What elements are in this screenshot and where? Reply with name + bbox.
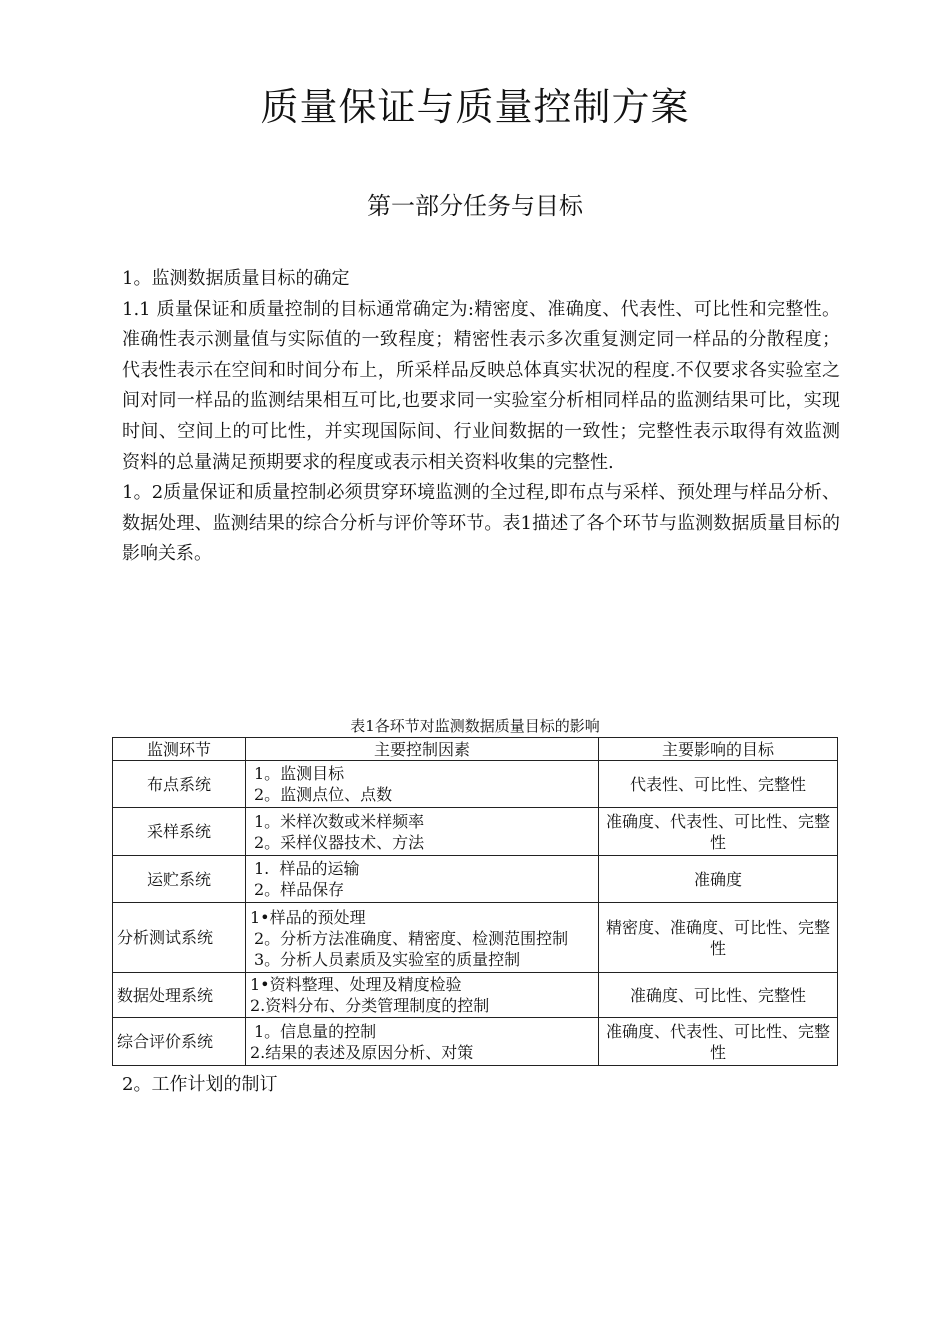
targets-cell: 准确度 bbox=[599, 856, 838, 903]
document-title: 质量保证与质量控制方案 bbox=[260, 85, 690, 129]
factor-line: 2.结果的表述及原因分析、对策 bbox=[250, 1042, 474, 1062]
factors-cell bbox=[246, 973, 599, 1018]
targets-cell: 精密度、准确度、可比性、完整性 bbox=[599, 903, 838, 973]
factor-line: 2.资料分布、分类管理制度的控制 bbox=[250, 996, 490, 1015]
targets-cell: 准确度、代表性、可比性、完整性 bbox=[599, 808, 838, 856]
body-text bbox=[122, 264, 840, 570]
stage-cell: 分析测试系统 bbox=[113, 903, 246, 973]
table-row bbox=[113, 761, 838, 808]
factors-cell bbox=[246, 808, 599, 856]
stage-cell: 数据处理系统 bbox=[113, 973, 246, 1018]
table-row bbox=[113, 1018, 838, 1066]
factor-line: 1。监测目标 bbox=[254, 764, 345, 783]
factors-cell bbox=[246, 761, 599, 808]
factors-cell bbox=[246, 856, 599, 903]
factor-line: 1•样品的预处理 bbox=[250, 907, 366, 927]
paragraph-1-2: 1。2质量保证和质量控制必须贯穿环境监测的全过程,即布点与采样、预处理与样品分析、数据处理、监测结果的综合分析与评价等环节。表1描述了各个环节与监测数据质量目标的影响关系。 bbox=[122, 482, 840, 565]
factor-line: 1. 样品的运输 bbox=[254, 859, 360, 878]
paragraph-1-1: 1.1 质量保证和质量控制的目标通常确定为:精密度、准确度、代表性、可比性和完整性。准确性表示测量值与实际值的一致程度；精密性表示多次重复测定同一样品的分散程度；代表性表示在空间和时间分布上，所采样品反映总体真实状况的程度.不仅要求各实验室之间对同一样品的监测结果相互可比,也要求同一实验室分析相同样品的监测结果可比，实现时间、空间上的可比性，并实现国际间、行业间数据的一致性；完整性表示取得有效监测资料的总量满足预期要求的程度或表示相关资料收集的完整性. bbox=[122, 298, 840, 473]
paragraph-heading: 1。监测数据质量目标的确定 bbox=[122, 268, 350, 289]
stage-cell: 采样系统 bbox=[113, 808, 246, 856]
table-row bbox=[113, 973, 838, 1018]
table-caption: 表1各环节对监测数据质量目标的影响 bbox=[350, 717, 600, 735]
table-row bbox=[113, 808, 838, 856]
factors-cell bbox=[246, 903, 599, 973]
factor-line: 1•资料整理、处理及精度检验 bbox=[250, 975, 462, 994]
section-title: 第一部分任务与目标 bbox=[367, 192, 583, 220]
factor-line: 2。监测点位、点数 bbox=[254, 785, 393, 804]
targets-cell: 准确度、代表性、可比性、完整性 bbox=[599, 1018, 838, 1066]
targets-cell: 代表性、可比性、完整性 bbox=[599, 761, 838, 808]
table-header-row bbox=[113, 738, 838, 761]
header-targets: 主要影响的目标 bbox=[599, 738, 838, 761]
stage-cell: 运贮系统 bbox=[113, 856, 246, 903]
factor-line: 2。分析方法准确度、精密度、检测范围控制 bbox=[254, 928, 569, 948]
targets-cell: 准确度、可比性、完整性 bbox=[599, 973, 838, 1018]
quality-table bbox=[112, 737, 838, 1066]
section-heading-2: 2。工作计划的制订 bbox=[122, 1074, 278, 1095]
factor-line: 1。信息量的控制 bbox=[254, 1021, 377, 1041]
header-factors: 主要控制因素 bbox=[246, 738, 599, 761]
factor-line: 2。采样仪器技术、方法 bbox=[254, 832, 425, 852]
table-row bbox=[113, 903, 838, 973]
table-row bbox=[113, 856, 838, 903]
factor-line: 2。样品保存 bbox=[254, 880, 345, 899]
factors-cell bbox=[246, 1018, 599, 1066]
factor-line: 3。分析人员素质及实验室的质量控制 bbox=[254, 949, 521, 969]
header-stage: 监测环节 bbox=[113, 738, 246, 761]
stage-cell: 布点系统 bbox=[113, 761, 246, 808]
stage-cell: 综合评价系统 bbox=[113, 1018, 246, 1066]
factor-line: 1。米样次数或米样频率 bbox=[254, 811, 425, 831]
